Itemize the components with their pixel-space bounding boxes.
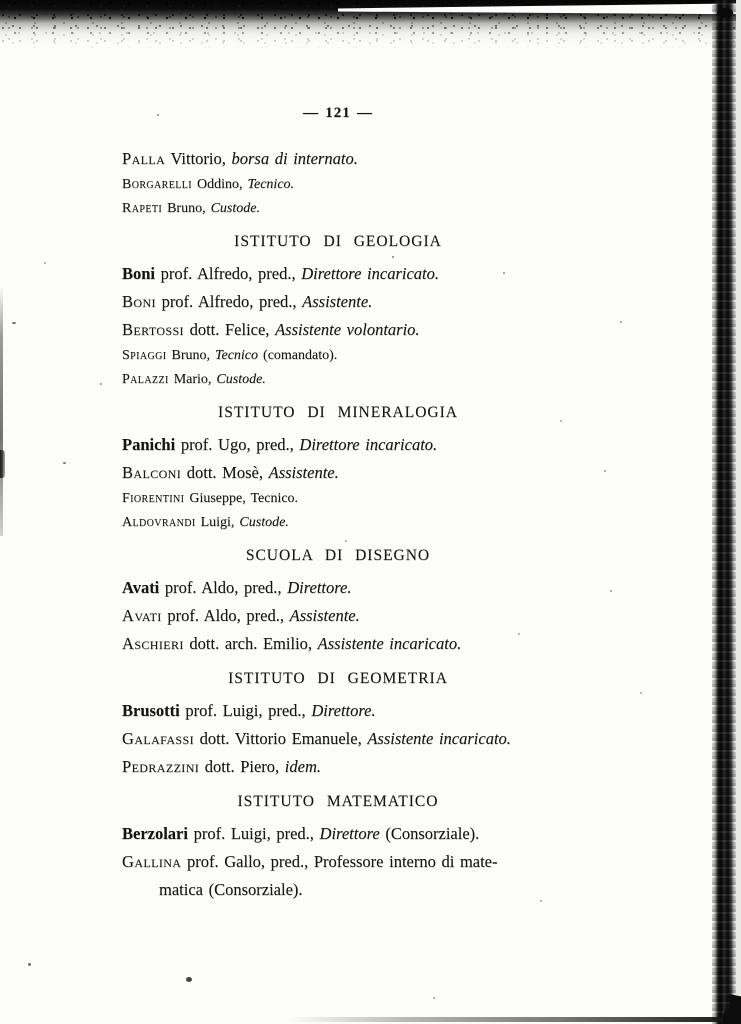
staff-given: prof. Ugo, pred., <box>175 435 300 454</box>
staff-given: prof. Gallo, pred., <box>181 852 314 871</box>
scan-speck <box>12 322 16 324</box>
staff-role: Assistente. <box>302 292 373 311</box>
section-title: SCUOLA DI DISEGNO <box>245 547 431 564</box>
staff-role: Direttore <box>319 824 380 843</box>
staff-given: Oddino, <box>192 177 248 192</box>
staff-role: Tecnico <box>214 348 259 363</box>
staff-role: Assistente. <box>289 606 360 625</box>
staff-entry <box>122 630 554 658</box>
staff-surname: Panichi <box>122 435 176 454</box>
staff-role: Assistente incaricato. <box>367 729 511 748</box>
section-title: ISTITUTO DI GEOMETRIA <box>228 670 448 687</box>
staff-given: prof. Luigi, pred., <box>187 824 320 843</box>
staff-role: Direttore. <box>287 578 352 597</box>
scan-speck <box>63 462 66 464</box>
staff-given: Luigi, <box>195 515 240 530</box>
staff-entry <box>122 511 554 535</box>
staff-given: Bruno, <box>166 348 215 363</box>
staff-surname: Rapeti <box>122 201 163 216</box>
staff-role: Custode. <box>216 372 266 387</box>
staff-surname: Bertossi <box>122 320 184 339</box>
staff-surname: Avati <box>122 606 162 625</box>
staff-surname: Brusotti <box>122 701 180 720</box>
staff-entry <box>122 316 554 344</box>
scan-artifact-blob <box>717 8 733 18</box>
scan-artifact-bottom-line <box>290 1017 741 1022</box>
scan-speck <box>28 963 31 966</box>
staff-entry <box>122 368 554 392</box>
staff-given: prof. Alfredo, pred., <box>155 264 302 283</box>
staff-role: borsa di internato. <box>231 149 358 168</box>
section-title: ISTITUTO MATEMATICO <box>237 793 439 810</box>
scan-speck <box>604 470 606 472</box>
scan-speck <box>620 321 622 323</box>
scan-speck <box>433 997 435 999</box>
staff-surname: Galafassi <box>122 729 194 748</box>
staff-role: Direttore incaricato. <box>299 435 438 454</box>
staff-role: Tecnico. <box>250 491 299 506</box>
staff-entry <box>122 197 554 221</box>
scan-artifact-left-blob <box>0 450 5 478</box>
staff-given: prof. Alfredo, pred., <box>155 292 303 311</box>
staff-entry <box>122 574 554 602</box>
scan-speck <box>640 692 642 694</box>
staff-entry <box>122 344 554 368</box>
staff-entry <box>122 487 554 511</box>
staff-surname: Boni <box>122 292 156 311</box>
staff-given: prof. Aldo, pred., <box>161 606 290 625</box>
page-number: — 121 — <box>303 105 373 121</box>
staff-entry <box>122 260 554 288</box>
sections <box>122 231 554 904</box>
staff-surname: Palla <box>122 149 166 168</box>
staff-given: Mario, <box>168 372 217 387</box>
scan-speck <box>560 420 562 422</box>
page-content <box>122 103 554 904</box>
staff-given: dott. Mosè, <box>181 463 269 482</box>
staff-surname: Spiaggi <box>122 348 167 363</box>
staff-surname: Gallina <box>122 852 182 871</box>
staff-given: prof. Luigi, pred., <box>179 701 312 720</box>
staff-entry <box>122 431 554 459</box>
staff-given: dott. Vittorio Emanuele, <box>193 729 368 748</box>
staff-role: Assistente incaricato. <box>317 634 462 653</box>
staff-surname: Avati <box>122 578 160 597</box>
staff-role: Tecnico. <box>247 177 295 192</box>
staff-surname: Boni <box>122 264 156 283</box>
scan-speck <box>44 262 46 264</box>
staff-role: Direttore incaricato. <box>301 264 440 283</box>
staff-surname: Aldovrandi <box>122 515 196 530</box>
scan-artifact-right-margin <box>736 0 741 1024</box>
staff-given: dott. Felice, <box>183 320 276 339</box>
staff-surname: Aschieri <box>122 634 184 653</box>
staff-role: Custode. <box>239 515 289 530</box>
staff-role-note: (comandato). <box>258 348 338 363</box>
intro-entries <box>122 145 554 221</box>
staff-given: Vittorio, <box>165 149 232 168</box>
staff-role: Assistente volontario. <box>275 320 420 339</box>
staff-surname: Berzolari <box>122 824 188 843</box>
staff-entry <box>122 459 554 487</box>
staff-entry <box>122 697 554 725</box>
scan-speck <box>610 590 612 592</box>
scan-artifact-left-strip <box>0 286 3 536</box>
section-title: ISTITUTO DI MINERALOGIA <box>218 404 458 421</box>
staff-surname: Pedrazzini <box>122 757 200 776</box>
staff-entry <box>122 145 554 173</box>
staff-given: Giuseppe, <box>184 491 251 506</box>
scan-speck <box>100 383 102 385</box>
staff-entry <box>122 288 554 316</box>
staff-entry <box>122 602 554 630</box>
staff-entry <box>122 173 554 197</box>
staff-given: dott. arch. Emilio, <box>183 634 318 653</box>
staff-role: Professore interno di mate- <box>313 852 498 871</box>
staff-surname: Balconi <box>122 463 182 482</box>
staff-surname: Palazzi <box>122 372 169 387</box>
staff-given: prof. Aldo, pred., <box>159 578 288 597</box>
staff-given: dott. Piero, <box>199 757 285 776</box>
staff-surname: Borgarelli <box>122 177 192 192</box>
staff-role-note: (Consorziale). <box>379 824 480 843</box>
staff-role: idem. <box>284 757 321 776</box>
staff-given: Bruno, <box>162 201 211 216</box>
scan-speck <box>186 977 192 982</box>
staff-entry <box>122 753 554 781</box>
scan-artifact-binding-strip <box>712 0 736 1024</box>
staff-role: Direttore. <box>311 701 376 720</box>
staff-surname: Fiorentini <box>122 491 185 506</box>
staff-role: Custode. <box>210 201 260 216</box>
staff-entry <box>122 725 554 753</box>
section-title: ISTITUTO DI GEOLOGIA <box>234 233 442 250</box>
staff-entry <box>122 820 554 848</box>
staff-role-continuation: matica (Consorziale). <box>159 880 303 899</box>
staff-role: Assistente. <box>268 463 339 482</box>
staff-entry <box>122 848 554 904</box>
